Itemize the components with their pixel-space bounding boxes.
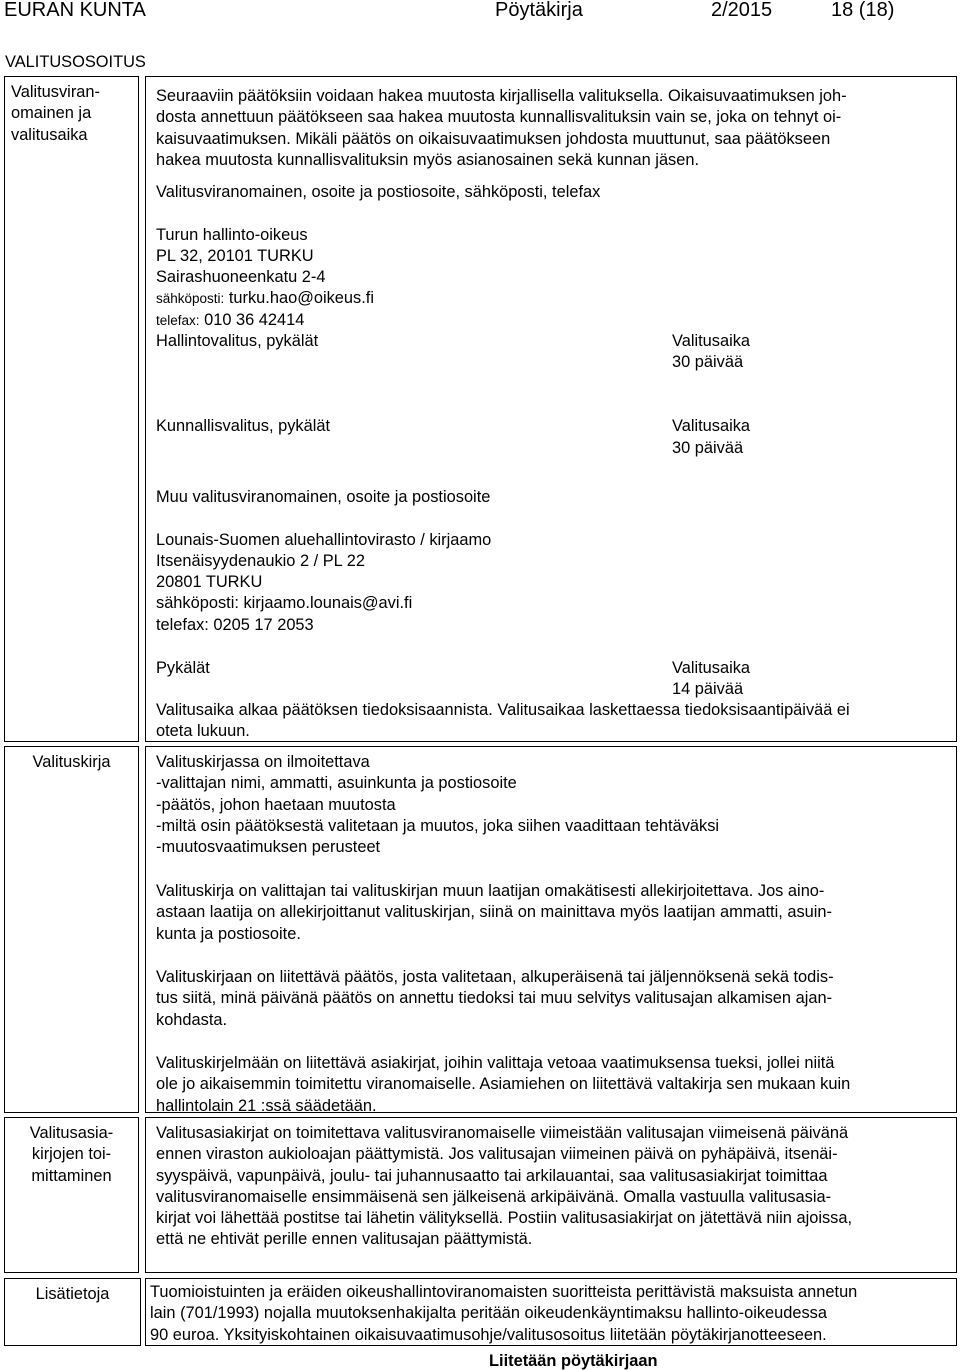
text-line: Valituskirjaan on liitettävä päätös, josta valitetaan, alkuperäisenä tai jäljennöksenä sekä todis- xyxy=(156,968,834,986)
section-content-box xyxy=(145,76,957,742)
authority-name: Turun hallinto-oikeus xyxy=(156,226,308,244)
doc-number: 2/2015 xyxy=(711,0,773,21)
label-line: omainen ja xyxy=(11,104,92,123)
section-label-box xyxy=(4,76,139,742)
label-line: kirjojen toi- xyxy=(31,1145,112,1164)
section-label-box xyxy=(4,1117,139,1273)
text-line: ole jo aikaisemmin toimitettu viranomaiselle. Asiamiehen on liitettävä valtakirja sen mukaan kuin xyxy=(156,1075,851,1094)
list-item: -valittajan nimi, ammatti, asuinkunta ja postiosoite xyxy=(156,774,517,793)
attachments-paragraph xyxy=(156,967,956,1031)
section-label xyxy=(5,1118,138,1191)
text-line: tus siitä, minä päivänä päätös on annettu tiedoksi tai muu selvitys valitusajan alkamisen ajan- xyxy=(156,989,833,1008)
email-label: sähköposti: xyxy=(156,291,225,306)
section-label-box xyxy=(4,1278,141,1346)
text-line: kunta ja postiosoite. xyxy=(156,924,301,943)
other-authority-heading: Muu valitusviranomainen, osoite ja postiosoite xyxy=(156,488,491,506)
text-line: kirjat voi lähettää postitse tai lähetin välityksellä. Postiin valitusasiakirjat on jätettävä niin ajoissa, xyxy=(156,1209,853,1228)
text-line: 90 euroa. Yksityiskohtainen oikaisuvaatimusohje/valitusosoitus liitetään pöytäkirjanotteeseen. xyxy=(150,1325,827,1344)
text-line: Seuraaviin päätöksiin voidaan hakea muutosta kirjallisella valituksella. Oikaisuvaatimuksen joh- xyxy=(156,87,847,105)
fax-label: telefax: xyxy=(156,313,200,328)
info-paragraph xyxy=(150,1282,950,1346)
text-line: kohdasta. xyxy=(156,1010,228,1029)
kunnallisvalitus-label: Kunnallisvalitus, pykälät xyxy=(156,417,331,435)
text-line: kaisuvaatimuksen. Mikäli päätös on oikaisuvaatimuksen johdosta muuttunut, saa päätökseen xyxy=(156,129,831,148)
kunnallisvalitus-time-label: Valitusaika xyxy=(672,417,751,435)
label-line: valitusaika xyxy=(11,125,88,144)
fax-value: 010 36 42414 xyxy=(204,311,305,329)
org-name: EURAN KUNTA xyxy=(4,0,146,21)
label-line: Valitusasia- xyxy=(29,1124,114,1142)
section-content-box xyxy=(145,1278,957,1346)
page-header xyxy=(0,0,960,24)
footer-note: Liitetään pöytäkirjaan xyxy=(489,1352,658,1370)
text-line: Valituskirjassa on ilmoitettava xyxy=(156,753,370,771)
doc-type: Pöytäkirja xyxy=(495,0,583,21)
list-item: -miltä osin päätöksestä valitetaan ja muutos, joka siihen vaadittaan tehtäväksi xyxy=(156,816,720,835)
documents-paragraph xyxy=(156,1053,956,1117)
submission-paragraph xyxy=(156,1123,956,1251)
hallintovalitus-time-value: 30 päivää xyxy=(672,353,744,371)
hallintovalitus-label: Hallintovalitus, pykälät xyxy=(156,332,319,350)
page-number: 18 (18) xyxy=(831,0,895,21)
text-line: dosta annettuun päätökseen saa hakea muutosta kunnallisvalituksin vain se, joka on tehnyt oi- xyxy=(156,108,842,127)
label-line: mittaminen xyxy=(31,1166,112,1185)
email-value: turku.hao@oikeus.fi xyxy=(228,289,374,307)
authority-email xyxy=(156,288,374,309)
section-lisatietoja xyxy=(4,1278,957,1346)
text-line: Valituskirjelmään on liitettävä asiakirjat, joihin valittaja vetoaa vaatimuksensa tueksi, jollei niitä xyxy=(156,1054,835,1072)
text-line: syyspäivä, vapunpäivä, joulu- tai juhannusaatto tai arkilauantai, saa valitusasiakirjat toimittaa xyxy=(156,1166,828,1185)
text-line: Tuomioistuinten ja eräiden oikeushallintoviranomaisten suoritteista perittävistä maksuista annetun xyxy=(150,1283,858,1301)
signature-paragraph xyxy=(156,881,956,945)
pykalat-time-value: 14 päivää xyxy=(672,680,744,698)
authority-po-box: PL 32, 20101 TURKU xyxy=(156,247,314,265)
authority-fax xyxy=(156,310,304,331)
text-line: Valitusaika alkaa päätöksen tiedoksisaannista. Valitusaikaa laskettaessa tiedoksisaantipäivää ei xyxy=(156,701,850,719)
text-line: Valitusasiakirjat on toimitettava valitusviranomaiselle viimeistään valitusajan viimeisenä päivänä xyxy=(156,1124,849,1142)
section-toimittaminen xyxy=(4,1117,957,1273)
section-content-box xyxy=(145,1117,957,1273)
other-authority-city: 20801 TURKU xyxy=(156,573,263,591)
section-label xyxy=(5,77,138,150)
other-authority-fax: telefax: 0205 17 2053 xyxy=(156,616,314,634)
text-line: valitusviranomaiselle ensimmäisenä sen jälkeisenä arkipäivänä. Omalla vastuulla valitusasia- xyxy=(156,1187,832,1206)
other-authority-email: sähköposti: kirjaamo.lounais@avi.fi xyxy=(156,594,413,612)
text-line: Valituskirja on valittajan tai valituskirjan muun laatijan omakätisesti allekirjoitettava. Jos aino- xyxy=(156,882,825,900)
text-line: hakea muutosta kunnallisvalituksin myös asianosainen sekä kunnan jäsen. xyxy=(156,150,700,169)
text-line: lain (701/1993) nojalla muutoksenhakijalta peritään oikeudenkäyntimaksu hallinto-oikeudessa xyxy=(150,1304,827,1323)
requirements-list xyxy=(156,752,956,858)
section-valitusviranomainen xyxy=(4,76,957,742)
pykalat-time-label: Valitusaika xyxy=(672,659,751,677)
hallintovalitus-time-label: Valitusaika xyxy=(672,332,751,350)
section-label: Lisätietoja xyxy=(35,1285,110,1303)
pykalat-label: Pykälät xyxy=(156,659,210,677)
authority-street: Sairashuoneenkatu 2-4 xyxy=(156,268,326,286)
page-title: VALITUSOSOITUS xyxy=(5,53,146,71)
other-authority-street: Itsenäisyydenaukio 2 / PL 22 xyxy=(156,552,365,570)
label-line: Valitusviran- xyxy=(11,83,100,101)
section-label: Valituskirja xyxy=(32,753,111,771)
section-content-box xyxy=(145,746,957,1113)
section-valituskirja xyxy=(4,746,957,1113)
text-line: hallintolain 21 :ssä säädetään. xyxy=(156,1096,377,1115)
authority-heading: Valitusviranomainen, osoite ja postiosoite, sähköposti, telefax xyxy=(156,183,601,201)
text-line: oteta lukuun. xyxy=(156,722,250,741)
other-authority-name: Lounais-Suomen aluehallintovirasto / kirjaamo xyxy=(156,531,492,549)
list-item: -päätös, johon haetaan muutosta xyxy=(156,795,396,814)
text-line: ennen viraston aukioloajan päättymistä. Jos valitusajan viimeinen päivä on pyhäpäivä, itsenäi- xyxy=(156,1145,838,1164)
section-label-box xyxy=(4,746,139,1113)
valitusaika-start-text xyxy=(156,700,956,743)
kunnallisvalitus-time-value: 30 päivää xyxy=(672,439,744,457)
intro-paragraph xyxy=(156,86,956,171)
list-item: -muutosvaatimuksen perusteet xyxy=(156,838,381,857)
text-line: että ne ehtivät perille ennen valitusajan päättymistä. xyxy=(156,1230,533,1249)
text-line: astaan laatija on allekirjoittanut valituskirjan, siinä on mainittava myös laatijan ammatti, asuin- xyxy=(156,903,832,922)
